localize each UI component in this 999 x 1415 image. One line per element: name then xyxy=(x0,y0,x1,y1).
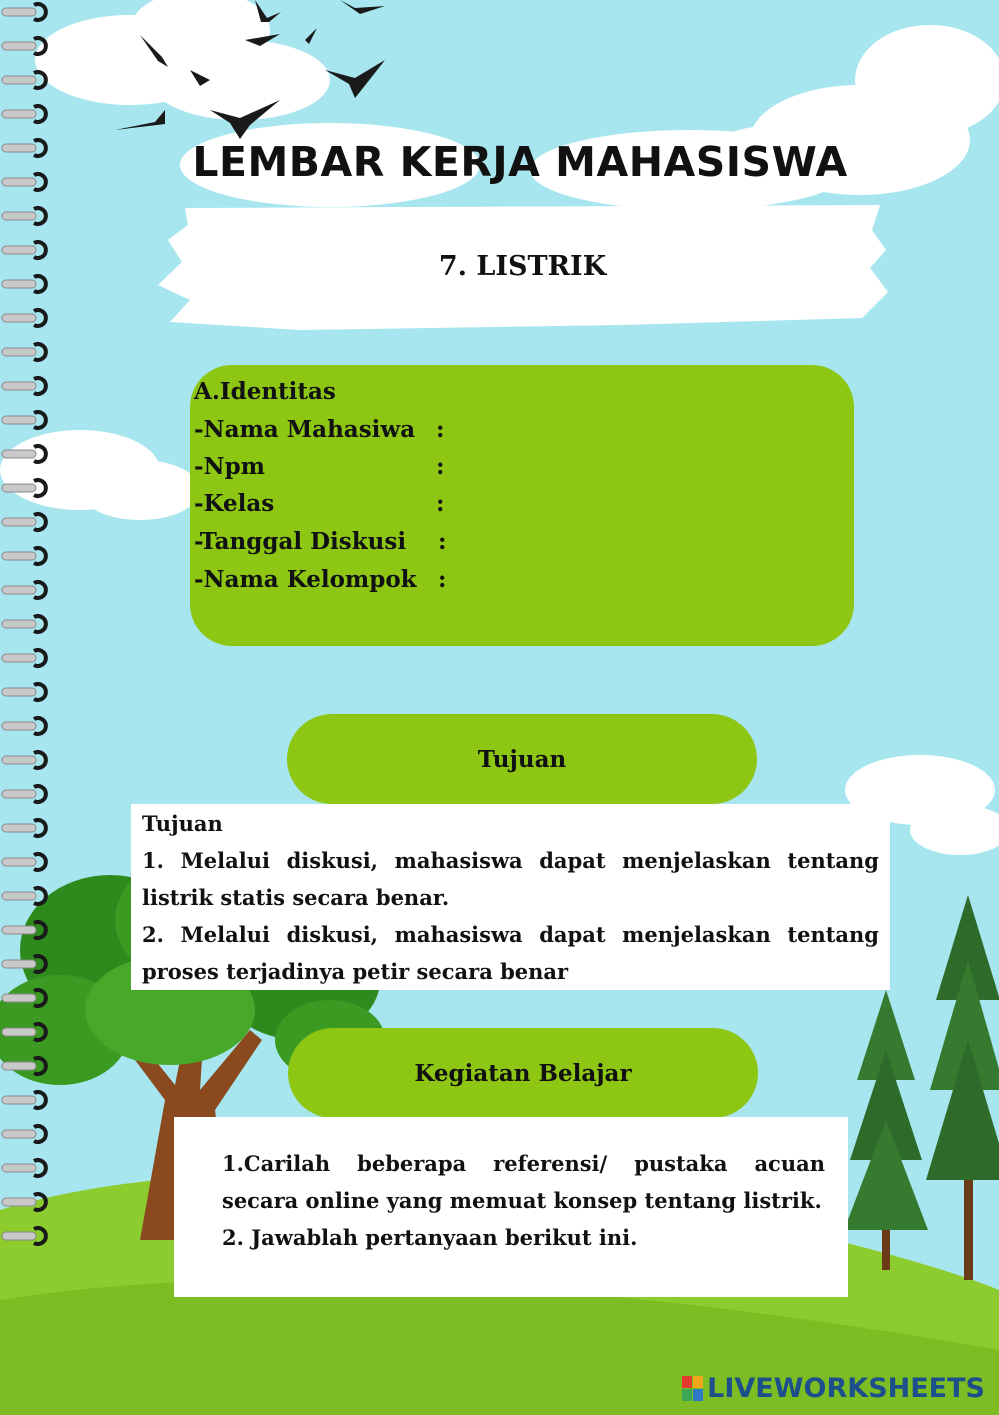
spiral-ring xyxy=(2,276,46,292)
field-label-tanggal: -Tanggal Diskusi xyxy=(194,528,407,555)
spiral-ring xyxy=(2,650,46,666)
spiral-ring xyxy=(2,106,46,122)
spiral-ring xyxy=(2,1160,46,1176)
cloud-left-middle xyxy=(0,430,200,520)
spiral-ring xyxy=(2,4,46,20)
spiral-ring xyxy=(2,1092,46,1108)
cloud-top-left xyxy=(35,0,330,120)
field-separator: : xyxy=(436,490,445,517)
spiral-ring xyxy=(2,548,46,564)
page-title: LEMBAR KERJA MAHASISWA xyxy=(192,138,848,186)
tujuan-pill-label: Tujuan xyxy=(477,745,567,773)
spiral-ring xyxy=(2,854,46,870)
spiral-ring xyxy=(2,72,46,88)
kegiatan-item: 1.Carilah beberapa referensi/ pustaka acuan secara online yang memuat konsep tentang listrik. xyxy=(222,1151,825,1213)
tujuan-item: 1. Melalui diskusi, mahasiswa dapat menjelaskan tentang listrik statis secara benar. xyxy=(142,848,879,910)
spiral-ring xyxy=(2,582,46,598)
liveworksheets-icon xyxy=(682,1376,704,1402)
field-separator: : xyxy=(436,416,445,443)
spiral-ring xyxy=(2,684,46,700)
tujuan-item: 2. Melalui diskusi, mahasiswa dapat menjelaskan tentang proses terjadinya petir secara benar xyxy=(142,922,879,984)
kegiatan-item: 2. Jawablah pertanyaan berikut ini. xyxy=(222,1225,638,1250)
spiral-ring xyxy=(2,786,46,802)
spiral-ring xyxy=(2,888,46,904)
kegiatan-pill-label: Kegiatan Belajar xyxy=(414,1059,632,1087)
tujuan-pill xyxy=(287,714,757,804)
liveworksheets-logo[interactable] xyxy=(682,1373,985,1404)
field-label-kelompok: -Nama Kelompok xyxy=(194,566,417,593)
spiral-ring xyxy=(2,1126,46,1142)
field-separator: : xyxy=(436,453,445,480)
spiral-ring xyxy=(2,208,46,224)
tujuan-heading: Tujuan xyxy=(142,811,223,836)
identity-panel xyxy=(190,365,854,646)
field-separator: : xyxy=(438,528,447,555)
spiral-ring xyxy=(2,412,46,428)
spiral-ring xyxy=(2,378,46,394)
field-label-nama: -Nama Mahasiwa xyxy=(194,416,416,443)
spiral-ring xyxy=(2,752,46,768)
tujuan-content xyxy=(142,805,879,990)
kegiatan-content xyxy=(222,1145,825,1256)
field-separator: : xyxy=(438,566,447,593)
identity-heading: A.Identitas xyxy=(194,378,336,405)
spiral-ring xyxy=(2,718,46,734)
liveworksheets-text: LIVEWORKSHEETS xyxy=(707,1373,985,1404)
field-label-kelas: -Kelas xyxy=(194,490,275,517)
spiral-ring xyxy=(2,820,46,836)
field-label-npm: -Npm xyxy=(194,453,265,480)
spiral-ring xyxy=(2,242,46,258)
kegiatan-pill xyxy=(288,1028,758,1118)
spiral-ring xyxy=(2,616,46,632)
spiral-ring xyxy=(2,310,46,326)
spiral-ring xyxy=(2,514,46,530)
chapter-title: 7. LISTRIK xyxy=(438,251,607,282)
spiral-ring xyxy=(2,344,46,360)
